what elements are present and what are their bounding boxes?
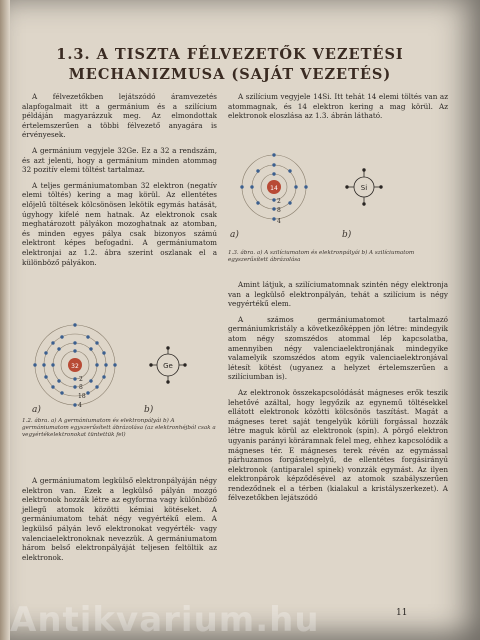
left-column-bottom (22, 476, 217, 568)
page-spine-shadow (0, 0, 10, 640)
page-number: 11 (396, 608, 408, 618)
paragraph: A félvezetőkben lejátszódó áramvezetés alapfogalmait itt a germánium és a szilícium példáján magyarázzuk meg. Az elmondottak értelemszerűen a többi félvezető anyagára is érvényesek. (22, 92, 217, 140)
ge-shell-count: 8 (79, 384, 83, 391)
si-symbol: Si (360, 184, 368, 192)
title-line-2: MECHANIZMUSA (SAJÁT VEZETÉS) (68, 66, 392, 83)
ge-simplified-diagram (149, 346, 186, 383)
paragraph: A germánium vegyjele 32Ge. Ez a 32 a rendszám, és azt jelenti, hogy a germánium minden atommag 32 pozitív elemi töltést tartalmaz. (22, 145, 217, 175)
ge-shell-count: 4 (78, 402, 82, 409)
paragraph: A szilícium vegyjele 14Si. Itt tehát 14 elemi töltés van az atommagnak, és 14 elektron kering a mag körül. Az elektronok eloszlása az 1.3. ábrán látható. (228, 92, 448, 121)
figure-caption-1-2: 1.2. ábra. a) A germániumatom és elektronpályái b) A germániumatom egyszerűsített ábrázolása (az elektronhéjból csak a vegyértékelektronokat tüntettük fel) (22, 418, 216, 438)
germanium-atom-figure (20, 308, 220, 416)
si-shell-diagram (240, 153, 307, 225)
ge-shell-diagram (33, 323, 116, 409)
title-line-1: 1.3. A TISZTA FÉLVEZETŐK VEZETÉSI (56, 46, 404, 63)
figure-label-a: a) (230, 230, 239, 240)
si-shell-count: 4 (277, 218, 281, 225)
left-column-top (22, 92, 217, 273)
paragraph: A germániumatom legkülső elektronpályáján négy elektron van. Ezek a legkülső pályán mozgó elektronok hozzák létre az egyforma vagy különböző jellegű atomok közötti kémiai kötéseket. A germániumatom tehát négy vegyértékű elem. A legkülső pályán levő elektronokat vegyérték- vagy valenciaelektronoknak nevezzük. A germániumatom három belső elektronpályáját teljesen feltöltik az elektronok. (22, 476, 217, 562)
silicon-atom-figure (220, 135, 440, 247)
figure-caption-1-3: 1.3. ábra. a) A szilíciumatom és elektronpályái b) A szilíciumatom egyszerűsített ábrázolása (228, 250, 415, 263)
si-nucleus-number: 14 (270, 185, 278, 192)
si-simplified-diagram (345, 168, 382, 205)
figure-label-b: b) (342, 230, 352, 240)
si-shell-count: 8 (277, 207, 281, 214)
si-shell-count: 2 (277, 198, 281, 205)
paragraph: Az elektronok összekapcsolódását mágneses erők teszik lehetővé azáltal, hogy legyőzik az egynemű töltésekkel ellátott elektronok közötti kölcsönös taszítást. Magát a mágneses teret saját tengelyük körüli forgással hozzák létre maguk körül az elektronok (spin). A pörgő elektron ugyanis parányi köráramnak felel meg, ehhez kapcsolódik a mágneses tér. E mágneses terek révén az egymással párhuzamos forgástengelyű, de ellentétes forgásirányú elektronok (antiparalel spinek) vonzzák egymást. Az ilyen elektronpárok képződésével az atomok szabályszerűen rendeződnek el a térben (kialakul a kristályszerkezet). A félvezetőkben lejátszódó (228, 387, 448, 503)
paragraph: A teljes germániumatomban 32 elektron (negatív elemi töltés) kering a mag körül. Az ellentétes előjelű töltések kölcsönösen lekötik egymás hatását, úgyhogy kifelé nem hatnak. Az elektronok csak meghatározott pályákon mozoghatnak az atomban, és minden egyes pálya csak bizonyos számú elektront képes befogadni. A germániumatom elektronjai az 1.2. ábra szerint oszlanak el a különböző pályákon. (22, 180, 217, 267)
section-title (10, 45, 450, 85)
ge-shell-count: 2 (79, 376, 83, 383)
ge-shell-count: 18 (78, 393, 86, 400)
ge-nucleus-number: 32 (71, 363, 79, 370)
figure-label-a: a) (32, 405, 41, 415)
paragraph: A számos germániumatomot tartalmazó germániumkristály a következőképpen jön létre: mindegyik atom négy szomszédos atommal lép kapcsolatba, amennyiben négy valenciaelektronjának mindegyike valamelyik szomszédos atom egyik valenciaelektronjával létesít kötést (ugyanez a helyzet értelemszerűen a szilíciumban is). (228, 314, 448, 382)
paragraph: Amint látjuk, a szilíciumatomnak szintén négy elektronja van a legkülső elektronpályán, tehát a szilícium is négy vegyértékű elem. (228, 280, 448, 309)
watermark-text: Antikvarium.hu (10, 600, 320, 640)
right-column-top (228, 92, 448, 127)
ge-symbol: Ge (163, 362, 173, 370)
watermark-logo (10, 600, 460, 640)
right-column-main (228, 280, 448, 509)
figure-label-b: b) (144, 405, 154, 415)
